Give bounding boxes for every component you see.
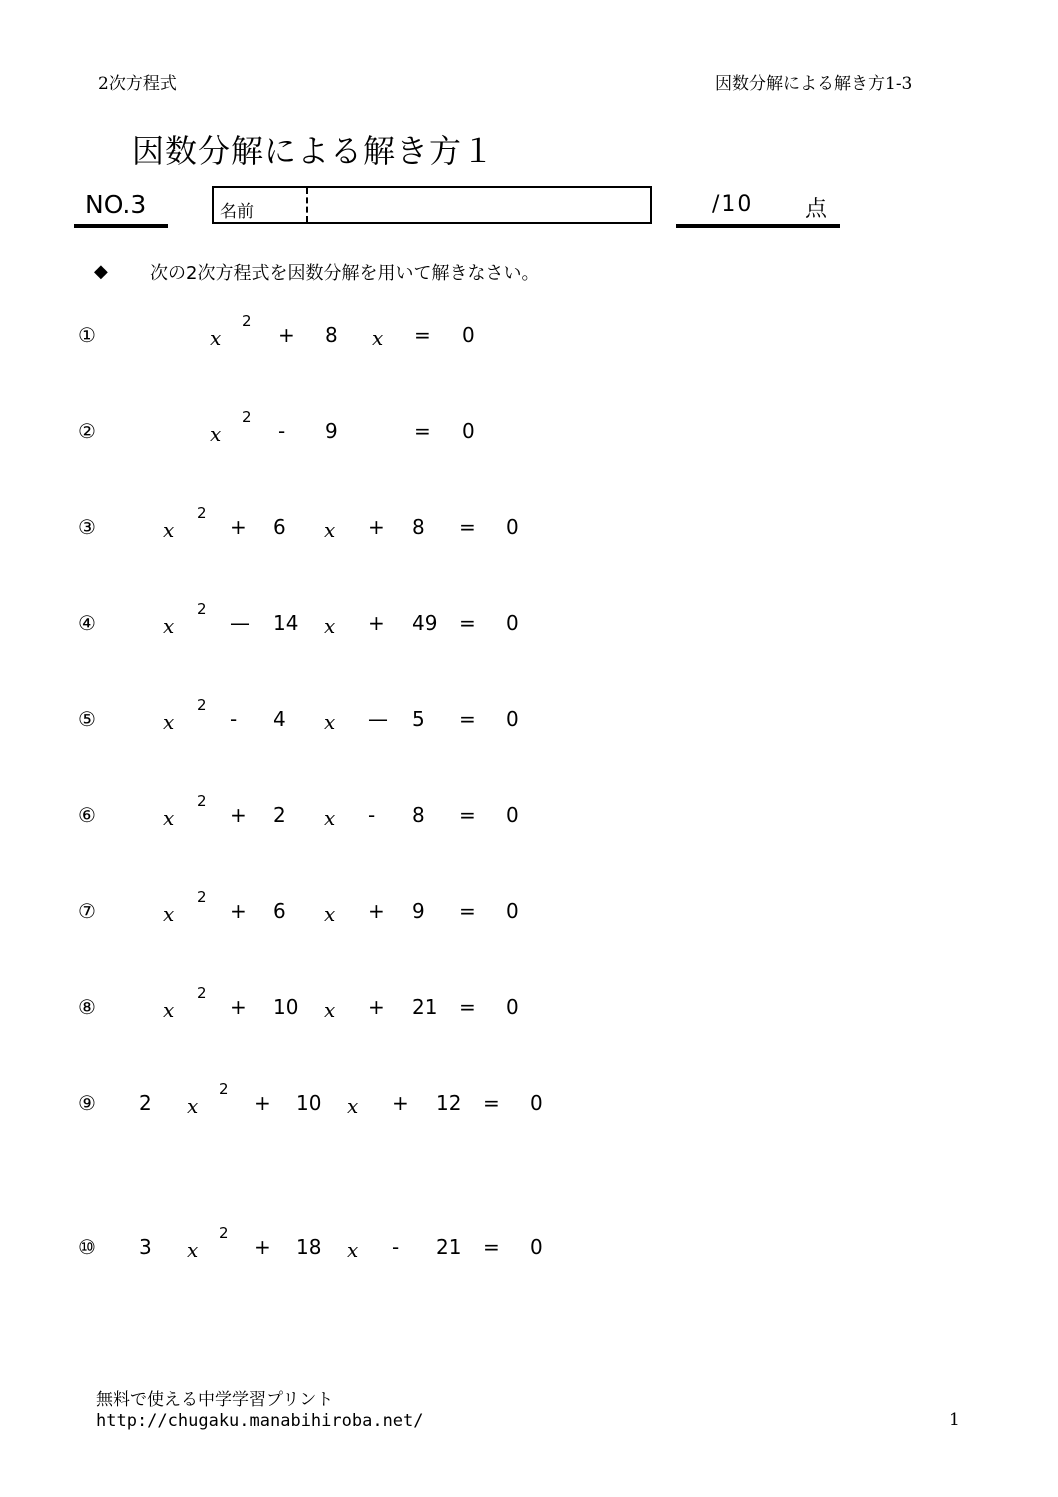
operator: - (368, 803, 376, 827)
problem-number: ③ (78, 515, 96, 539)
variable-x: x (324, 710, 336, 734)
variable-x-squared: x (163, 710, 175, 734)
right-hand-side: 0 (462, 419, 475, 443)
operator: + (368, 995, 385, 1019)
header-right: 因数分解による解き方1-3 (715, 74, 913, 94)
operator: + (368, 899, 385, 923)
problem-number: ⑧ (78, 995, 96, 1019)
variable-x: x (372, 326, 384, 350)
variable-x-squared: x (163, 614, 175, 638)
variable-x: x (324, 518, 336, 542)
equals-sign: = (459, 611, 476, 635)
problem-number: ⑦ (78, 899, 96, 923)
variable-x-squared: x (163, 806, 175, 830)
footer-url[interactable]: http://chugaku.manabihiroba.net/ (96, 1411, 424, 1431)
constant-c: 21 (436, 1235, 462, 1259)
variable-x: x (347, 1094, 359, 1118)
footer-site-name: 無料で使える中学学習プリント (96, 1390, 334, 1410)
sheet-number-underline (74, 224, 168, 228)
problem-number: ① (78, 323, 96, 347)
score-total: /10 (712, 192, 754, 217)
problem-number: ④ (78, 611, 96, 635)
constant-c: 9 (412, 899, 425, 923)
score-underline (676, 224, 840, 228)
coefficient-b: 2 (273, 803, 286, 827)
variable-x-squared: x (163, 518, 175, 542)
variable-x: x (324, 998, 336, 1022)
exponent: 2 (219, 1224, 229, 1242)
equals-sign: = (414, 323, 431, 347)
variable-x: x (324, 806, 336, 830)
variable-x: x (324, 614, 336, 638)
exponent: 2 (242, 312, 252, 330)
equals-sign: = (459, 707, 476, 731)
header-left: 2次方程式 (98, 74, 177, 94)
coefficient-b: 18 (296, 1235, 322, 1259)
exponent: 2 (219, 1080, 229, 1098)
operator: + (392, 1091, 409, 1115)
operator: + (254, 1091, 271, 1115)
problem-number: ⑩ (78, 1235, 96, 1259)
variable-x-squared: x (163, 998, 175, 1022)
exponent: 2 (197, 696, 207, 714)
operator: - (278, 419, 286, 443)
constant-c: 8 (412, 515, 425, 539)
coefficient-b: 10 (296, 1091, 322, 1115)
page-title: 因数分解による解き方１ (132, 132, 496, 170)
operator: + (254, 1235, 271, 1259)
exponent: 2 (197, 984, 207, 1002)
constant-c: 49 (412, 611, 438, 635)
equals-sign: = (459, 803, 476, 827)
operator: + (368, 611, 385, 635)
constant-c: 12 (436, 1091, 462, 1115)
right-hand-side: 0 (462, 323, 475, 347)
variable-x-squared: x (187, 1238, 199, 1262)
equals-sign: = (483, 1091, 500, 1115)
variable-x-squared: x (163, 902, 175, 926)
equals-sign: = (459, 899, 476, 923)
exponent: 2 (197, 504, 207, 522)
operator: + (230, 803, 247, 827)
name-label: 名前 (220, 202, 254, 222)
right-hand-side: 0 (530, 1235, 543, 1259)
name-divider (306, 188, 308, 222)
operator: + (230, 899, 247, 923)
right-hand-side: 0 (506, 611, 519, 635)
operator: + (230, 515, 247, 539)
operator: + (230, 995, 247, 1019)
problem-number: ⑥ (78, 803, 96, 827)
constant-c: 5 (412, 707, 425, 731)
right-hand-side: 0 (506, 803, 519, 827)
instruction-text: 次の2次方程式を因数分解を用いて解きなさい。 (150, 263, 540, 284)
name-field[interactable] (212, 186, 652, 224)
operator: - (230, 707, 238, 731)
equals-sign: = (483, 1235, 500, 1259)
problem-number: ② (78, 419, 96, 443)
right-hand-side: 0 (506, 995, 519, 1019)
equals-sign: = (414, 419, 431, 443)
right-hand-side: 0 (506, 899, 519, 923)
operator: - (392, 1235, 400, 1259)
exponent: 2 (197, 888, 207, 906)
score-unit: 点 (805, 197, 828, 222)
variable-x-squared: x (210, 326, 222, 350)
variable-x: x (347, 1238, 359, 1262)
operator: + (368, 515, 385, 539)
coefficient-a: 2 (139, 1091, 152, 1115)
coefficient-a: 3 (139, 1235, 152, 1259)
coefficient-b: 6 (273, 515, 286, 539)
exponent: 2 (197, 600, 207, 618)
coefficient-b: 4 (273, 707, 286, 731)
coefficient-b: 9 (325, 419, 338, 443)
page-number: 1 (949, 1410, 960, 1430)
coefficient-b: 14 (273, 611, 299, 635)
equals-sign: = (459, 515, 476, 539)
variable-x-squared: x (210, 422, 222, 446)
right-hand-side: 0 (506, 515, 519, 539)
right-hand-side: 0 (530, 1091, 543, 1115)
problem-number: ⑨ (78, 1091, 96, 1115)
equals-sign: = (459, 995, 476, 1019)
operator: + (278, 323, 295, 347)
problem-number: ⑤ (78, 707, 96, 731)
coefficient-b: 8 (325, 323, 338, 347)
instruction-bullet: ◆ (94, 261, 108, 282)
exponent: 2 (242, 408, 252, 426)
exponent: 2 (197, 792, 207, 810)
coefficient-b: 10 (273, 995, 299, 1019)
constant-c: 21 (412, 995, 438, 1019)
variable-x-squared: x (187, 1094, 199, 1118)
right-hand-side: 0 (506, 707, 519, 731)
operator: — (230, 611, 250, 635)
constant-c: 8 (412, 803, 425, 827)
sheet-number: NO.3 (85, 190, 147, 219)
variable-x: x (324, 902, 336, 926)
operator: — (368, 707, 388, 731)
coefficient-b: 6 (273, 899, 286, 923)
